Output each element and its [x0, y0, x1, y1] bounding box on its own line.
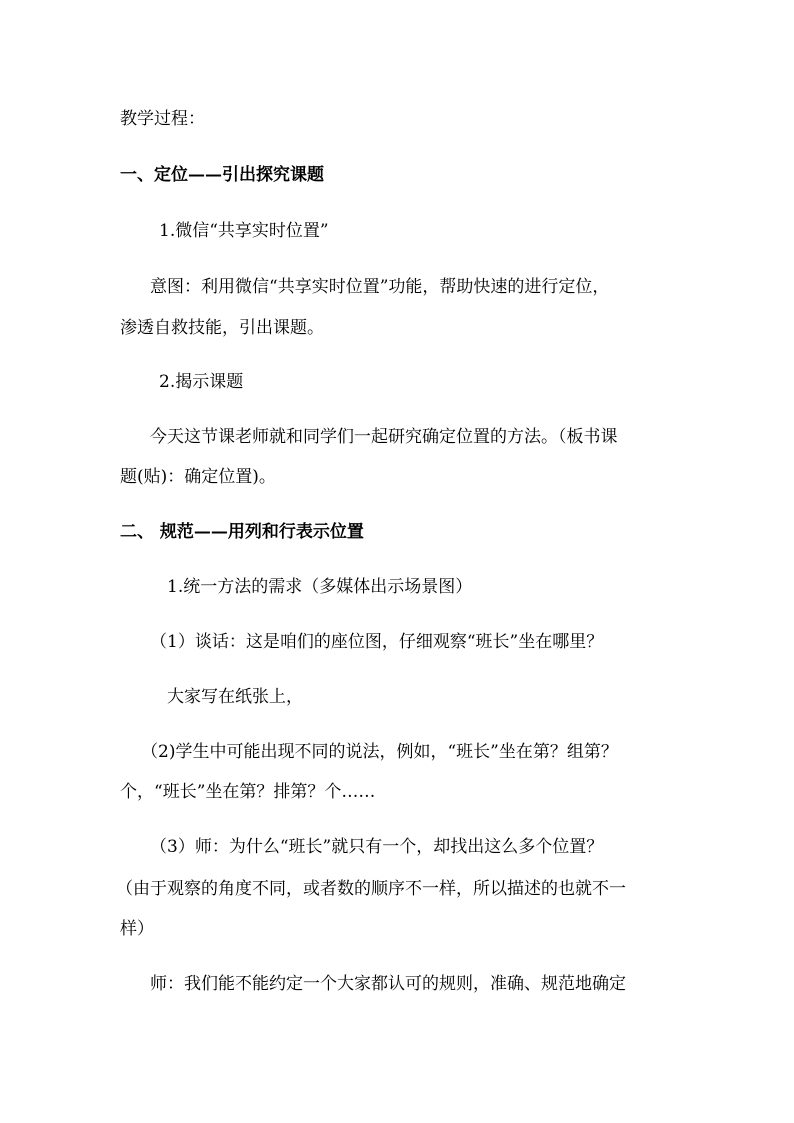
paragraph-item-1: （1）谈话：这是咱们的座位图，仔细观察“班长”坐在哪里？	[150, 632, 604, 652]
paragraph-item-2-line-1: （2)学生中可能出现不同的说法，例如，“班长”坐在第？组第？	[141, 742, 618, 762]
heading-section-2: 二、 规范——用列和行表示位置	[120, 522, 364, 542]
paragraph-item-3-line-2: （由于观察的角度不同，或者数的顺序不一样，所以描述的也就不一	[116, 879, 626, 899]
paragraph-intro-line-2: 题(贴)：确定位置)。	[120, 467, 276, 487]
paragraph-intent-line-2: 渗透自救技能，引出课题。	[120, 318, 324, 338]
subheading-1-2: 2.揭示课题	[159, 372, 244, 392]
subheading-2-1: 1.统一方法的需求（多媒体出示场景图）	[167, 577, 473, 597]
paragraph-item-3-line-1: （3）师：为什么“班长”就只有一个，却找出这么多个位置？	[150, 837, 604, 857]
paragraph-intro-line-1: 今天这节课老师就和同学们一起研究确定位置的方法。（板书课	[150, 427, 618, 447]
paragraph-item-2-line-2: 个，“班长”坐在第？排第？个……	[120, 782, 376, 802]
paragraph-item-3-line-3: 样）	[120, 919, 154, 939]
paragraph-intent-line-1: 意图：利用微信“共享实时位置”功能，帮助快速的进行定位，	[150, 277, 610, 297]
subheading-1-1: 1.微信“共享实时位置”	[159, 221, 329, 241]
paragraph-teacher-rule: 师：我们能不能约定一个大家都认可的规则，准确、规范地确定	[150, 974, 626, 994]
section-label-teaching-process: 教学过程：	[120, 109, 205, 129]
heading-section-1: 一、定位——引出探究课题	[120, 165, 324, 185]
paragraph-write-down: 大家写在纸张上，	[167, 687, 303, 707]
